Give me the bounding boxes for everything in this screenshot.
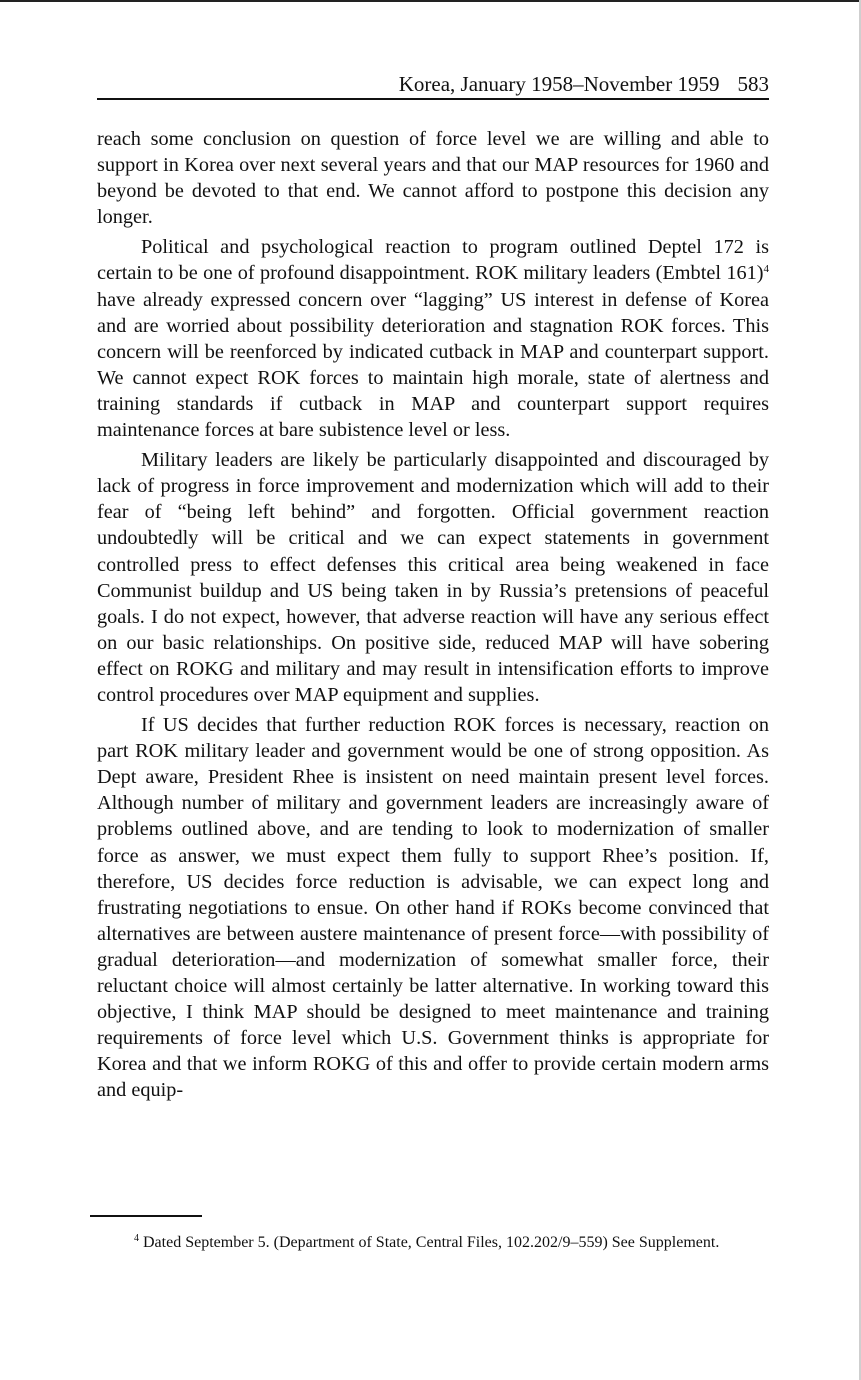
paragraph-continuation: reach some conclusion on question of force level we are willing and able to support in Korea over next several years and that our MAP resources for 1960 and beyond be devoted to that end. We cannot afford to postpone this decision any longer. [97, 128, 769, 229]
footnote-4 [90, 1233, 769, 1252]
body-text [97, 126, 769, 1103]
page-number: 583 [737, 72, 769, 96]
paragraph-text: Political and psychological reaction to program outlined Deptel 172 is certain to be one of profound disappointment. ROK military leaders (Embtel 161) [97, 236, 769, 285]
paragraph-force-reduction: If US decides that further reduction ROK forces is necessary, reaction on part ROK military leader and government would be one of strong opposition. As Dept aware, President Rhee is insistent on need maintain present level forces. Although number of military and government leaders are increasingly aware of problems outlined above, and are tending to look to modernization of smaller force as answer, we must expect them fully to support Rhee’s position. If, therefore, US decides force reduction is advisable, we can expect long and frustrating negotiations to ensue. On other hand if ROKs become convinced that alternatives are between austere maintenance of present force—with possibility of gradual deterioration—and modernization of somewhat smaller force, their reluctant choice will almost certainly be latter alternative. In working toward this objective, I think MAP should be designed to meet maintenance and training requirements of force level which U.S. Government thinks is appropriate for Korea and that we inform ROKG of this and offer to provide certain modern arms and equip- [97, 714, 769, 1102]
paragraph-text: have already expressed concern over “lagging” US interest in defense of Korea and are worried about possibility deterioration and stagnation ROK forces. This concern will be reenforced by indicated cutback in MAP and counterpart support. We cannot expect ROK forces to maintain high morale, state of alertness and training standards if cutback in MAP and counterpart support requires maintenance forces at bare subistence level or less. [97, 288, 769, 442]
footnote-text: Dated September 5. (Department of State, Central Files, 102.202/9–559) See Supplement. [139, 1234, 720, 1251]
paragraph-military-leaders: Military leaders are likely be particularly disappointed and discouraged by lack of progress in force improvement and modernization which will add to their fear of “being left behind” and forgotten. Official government reaction undoubtedly will be critical and we can expect statements in government controlled press to effect defenses this critical area being weakened in face Communist buildup and US being taken in by Russia’s pretensions of peaceful goals. I do not expect, however, that adverse reaction will have any serious effect on our basic relationships. On positive side, reduced MAP will have sobering effect on ROKG and military and may result in intensification efforts to improve control procedures over MAP equipment and supplies. [97, 449, 769, 706]
paragraph-political-reaction [97, 234, 769, 443]
running-title: Korea, January 1958–November 1959 [398, 72, 720, 96]
page-top-edge [0, 0, 861, 2]
footnote-reference[interactable]: 4 [763, 263, 769, 276]
footnote-divider [90, 1215, 202, 1217]
footnote-marker: 4 [134, 1233, 139, 1244]
running-header [97, 72, 769, 100]
